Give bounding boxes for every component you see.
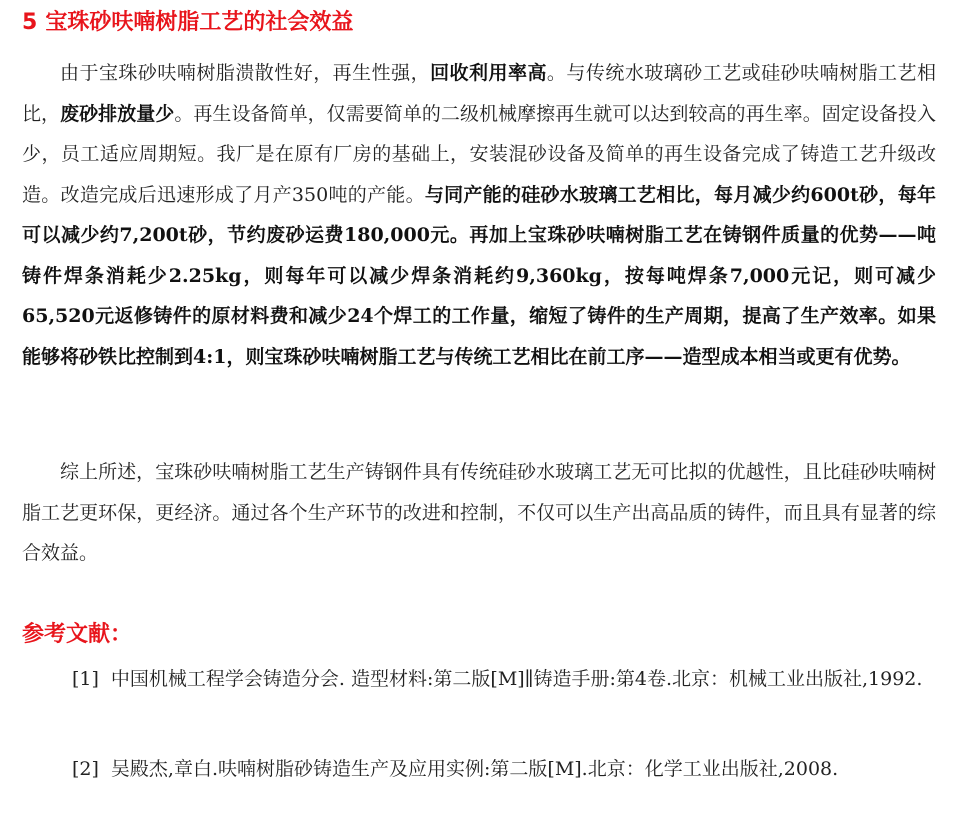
paragraph-summary: 综上所述，宝珠砂呋喃树脂工艺生产铸钢件具有传统硅砂水玻璃工艺无可比拟的优越性，且比硅砂呋喃树脂工艺更环保，更经济。通过各个生产环节的改进和控制，不仅可以生产出高品质的铸件，而且具有显著的综合效益。	[22, 461, 936, 564]
reference-text: 中国机械工程学会铸造分会. 造型材料:第二版[M]∥铸造手册:第4卷.北京：机械工业出版社,1992.	[110, 668, 923, 690]
section-heading	[22, 8, 353, 38]
paragraph1-text-1: 由于宝珠砂呋喃树脂溃散性好，再生性强，	[60, 62, 431, 84]
section-title: 宝珠砂呋喃树脂工艺的社会效益	[45, 10, 354, 35]
reference-item-2	[72, 749, 938, 790]
paragraph1-text-3: 。再生设备简单，仅需要简单的二级机械摩擦再生就可以达到较高的再生率。固定设备投入少，员工适应周期短。我厂是在原有厂房的基础上，安装混砂设备及简单的再生设备完成了铸造工艺升级改造。改造完成后迅速形成了月产350吨的产能。	[22, 102, 936, 206]
reference-text: 吴殿杰,章白.呋喃树脂砂铸造生产及应用实例:第二版[M].北京：化学工业出版社,2008.	[110, 758, 839, 780]
paragraph1-bold-3: 与同产能的硅砂水玻璃工艺相比，每月减少约600t砂，每年可以减少约7,200t砂，节约废砂运费180,000元。再加上宝珠砂呋喃树脂工艺在铸钢件质量的优势——吨铸件焊条消耗少2.25kg，则每年可以减少焊条消耗约9,360kg，按每吨焊条7,000元记，则可减少65,520元返修铸件的原材料费和减少24个焊工的工作量，缩短了铸件的生产周期，提高了生产效率。如果能够将砂铁比控制到4:1，则宝珠砂呋喃树脂工艺与传统工艺相比在前工序——造型成本相当或更有优势。	[22, 183, 936, 368]
paragraph1-bold-2: 废砂排放量少	[60, 102, 175, 125]
reference-index: [2]	[72, 758, 99, 780]
paragraph1-bold-1: 回收利用率高	[430, 62, 547, 84]
reference-item-1	[72, 659, 938, 700]
reference-index: [1]	[72, 668, 99, 690]
references-title: 参考文献：	[22, 622, 133, 647]
section-number: 5	[22, 10, 38, 35]
paragraph1-text-2: 。与传统水玻璃砂工艺或硅砂呋喃树脂工艺相比，	[22, 62, 936, 125]
paragraph-benefits	[22, 53, 936, 377]
